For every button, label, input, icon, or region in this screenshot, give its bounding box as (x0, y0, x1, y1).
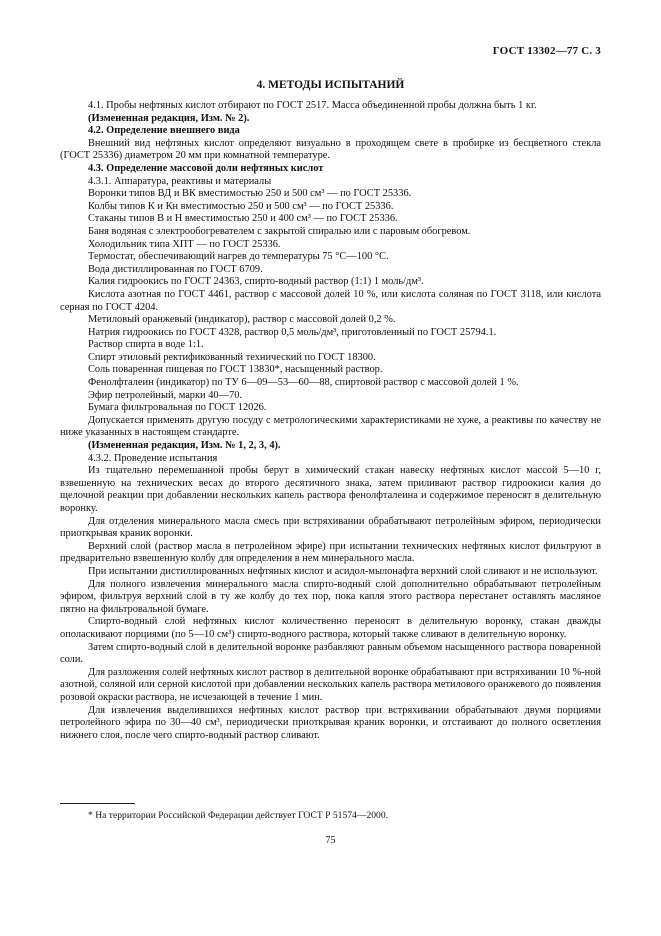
list-item: Воронки типов ВД и ВК вместимостью 250 и 500 см³ — по ГОСТ 25336. (88, 188, 412, 200)
list-item: Фенолфталеин (индикатор) по ТУ 6—09—53—60—88, спиртовой раствор с массовой долей 1 %. (88, 377, 519, 389)
list-item: Кислота азотная по ГОСТ 4461, раствор с массовой долей 10 %, или кислота соляная по ГОСТ 3118, или кислота серная по ГОСТ 4204. (60, 288, 601, 313)
paragraph: Допускается применять другую посуду с метрологическими характеристиками не хуже, а реактивы по качеству не ниже указанных в настоящем стандарте. (60, 414, 601, 439)
footnote-divider (60, 803, 135, 804)
paragraph: Верхний слой (раствор масла в петролейном эфире) при испытании технических нефтяных кислот фильтруют в предварительно взвешенную колбу для определения в нем минерального масла. (60, 540, 601, 565)
amendment-note: (Измененная редакция, Изм. № 2). (88, 112, 250, 124)
clause-heading-4-3-1: 4.3.1. Аппаратура, реактивы и материалы (88, 175, 272, 187)
list-item: Калия гидроокись по ГОСТ 24363, спирто-водный раствор (1:1) 1 моль/дм³. (88, 276, 424, 288)
paragraph: Для разложения солей нефтяных кислот раствор в делительной воронке обрабатывают при встряхивании 10 %-ной азотной, соляной или серной кислотой при добавлении нескольких капель раствора метилового оранжевого до появления розовой окраски раствора, не исчезающей в течение 1 мин. (60, 666, 601, 703)
paragraph: Затем спирто-водный слой в делительной воронке разбавляют равным объемом насыщенного раствора поваренной соли. (60, 641, 601, 666)
running-head: ГОСТ 13302—77 С. 3 (492, 45, 601, 57)
section-title: 4. МЕТОДЫ ИСПЫТАНИЙ (256, 79, 405, 91)
paragraph: При испытании дистиллированных нефтяных кислот и асидол-мылонафта верхний слой сливают и не используют. (88, 565, 598, 577)
footnote: * На территории Российской Федерации действует ГОСТ Р 51574—2000. (88, 810, 389, 821)
page-number: 75 (325, 835, 336, 846)
list-item: Соль поваренная пищевая по ГОСТ 13830*, насыщенный раствор. (88, 364, 383, 376)
clause-heading-4-3-2: 4.3.2. Проведение испытания (88, 452, 218, 464)
list-item: Спирт этиловый ректификованный технический по ГОСТ 18300. (88, 351, 376, 363)
paragraph: Для полного извлечения минерального масла спирто-водный слой дополнительно обрабатывают петролейным эфиром, фильтруя верхний слой в ту же колбу до тех пор, пока капля этого раствора перестанет оставлять масляное пятно на фильтровальной бумаге. (60, 578, 601, 615)
list-item: Натрия гидроокись по ГОСТ 4328, раствор 0,5 моль/дм³, приготовленный по ГОСТ 25794.1. (88, 326, 497, 338)
list-item: Раствор спирта в воде 1:1. (88, 339, 204, 351)
list-item: Баня водяная с электрообогревателем с закрытой спиралью или с паровым обогревом. (88, 225, 471, 237)
paragraph: Для извлечения выделившихся нефтяных кислот раствор при встряхивании обрабатывают двумя порциями петролейного эфира по 30—40 см³, периодически приоткрывая краник воронки, и отстаивают до полного осветления нижнего слоя, после чего спирто-водный раствор сливают. (60, 704, 601, 741)
list-item: Холодильник типа ХПТ — по ГОСТ 25336. (88, 238, 281, 250)
paragraph: Спирто-водный слой нефтяных кислот количественно переносят в делительную воронку, стакан дважды ополаскивают порциями (по 5—10 см³) спирто-водного раствора, который также сливают в делительную воронку. (60, 616, 601, 640)
paragraph: Внешний вид нефтяных кислот определяют визуально в проходящем свете в пробирке из бесцветного стекла (ГОСТ 25336) диаметром 20 мм при комнатной температуре. (60, 137, 601, 162)
list-item: Вода дистиллированная по ГОСТ 6709. (88, 263, 263, 275)
paragraph: Для отделения минерального масла смесь при встряхивании обрабатывают петролейным эфиром, периодически приоткрывая краник воронки. (60, 515, 601, 540)
list-item: Стаканы типов В и Н вместимостью 250 и 400 см³ — по ГОСТ 25336. (88, 213, 398, 225)
list-item: Бумага фильтровальная по ГОСТ 12026. (88, 402, 267, 414)
paragraph-4-1: 4.1. Пробы нефтяных кислот отбирают по ГОСТ 2517. Масса объединенной пробы должна быть 1 кг. (88, 100, 537, 111)
amendment-note: (Измененная редакция, Изм. № 1, 2, 3, 4). (88, 440, 281, 452)
body-text (60, 100, 601, 742)
list-item: Эфир петролейный, марки 40—70. (88, 389, 242, 401)
subsection-heading-4-3: 4.3. Определение массовой доли нефтяных кислот (88, 162, 324, 174)
paragraph: Из тщательно перемешанной пробы берут в химический стакан навеску нефтяных кислот массой 5—10 г, взвешенную на технических весах до второго десятичного знака, затем приливают раствор гидроокиси калия до щелочной реакции при добавлении нескольких капель раствора фенолфталеина и содержимое переносят в делительную воронку. (60, 465, 601, 514)
list-item: Метиловый оранжевый (индикатор), раствор с массовой долей 0,2 %. (88, 314, 396, 326)
list-item: Термостат, обеспечивающий нагрев до температуры 75 °С—100 °С. (88, 251, 389, 263)
subsection-heading-4-2: 4.2. Определение внешнего вида (88, 125, 240, 137)
list-item: Колбы типов К и Кн вместимостью 250 и 500 см³ — по ГОСТ 25336. (88, 200, 394, 212)
